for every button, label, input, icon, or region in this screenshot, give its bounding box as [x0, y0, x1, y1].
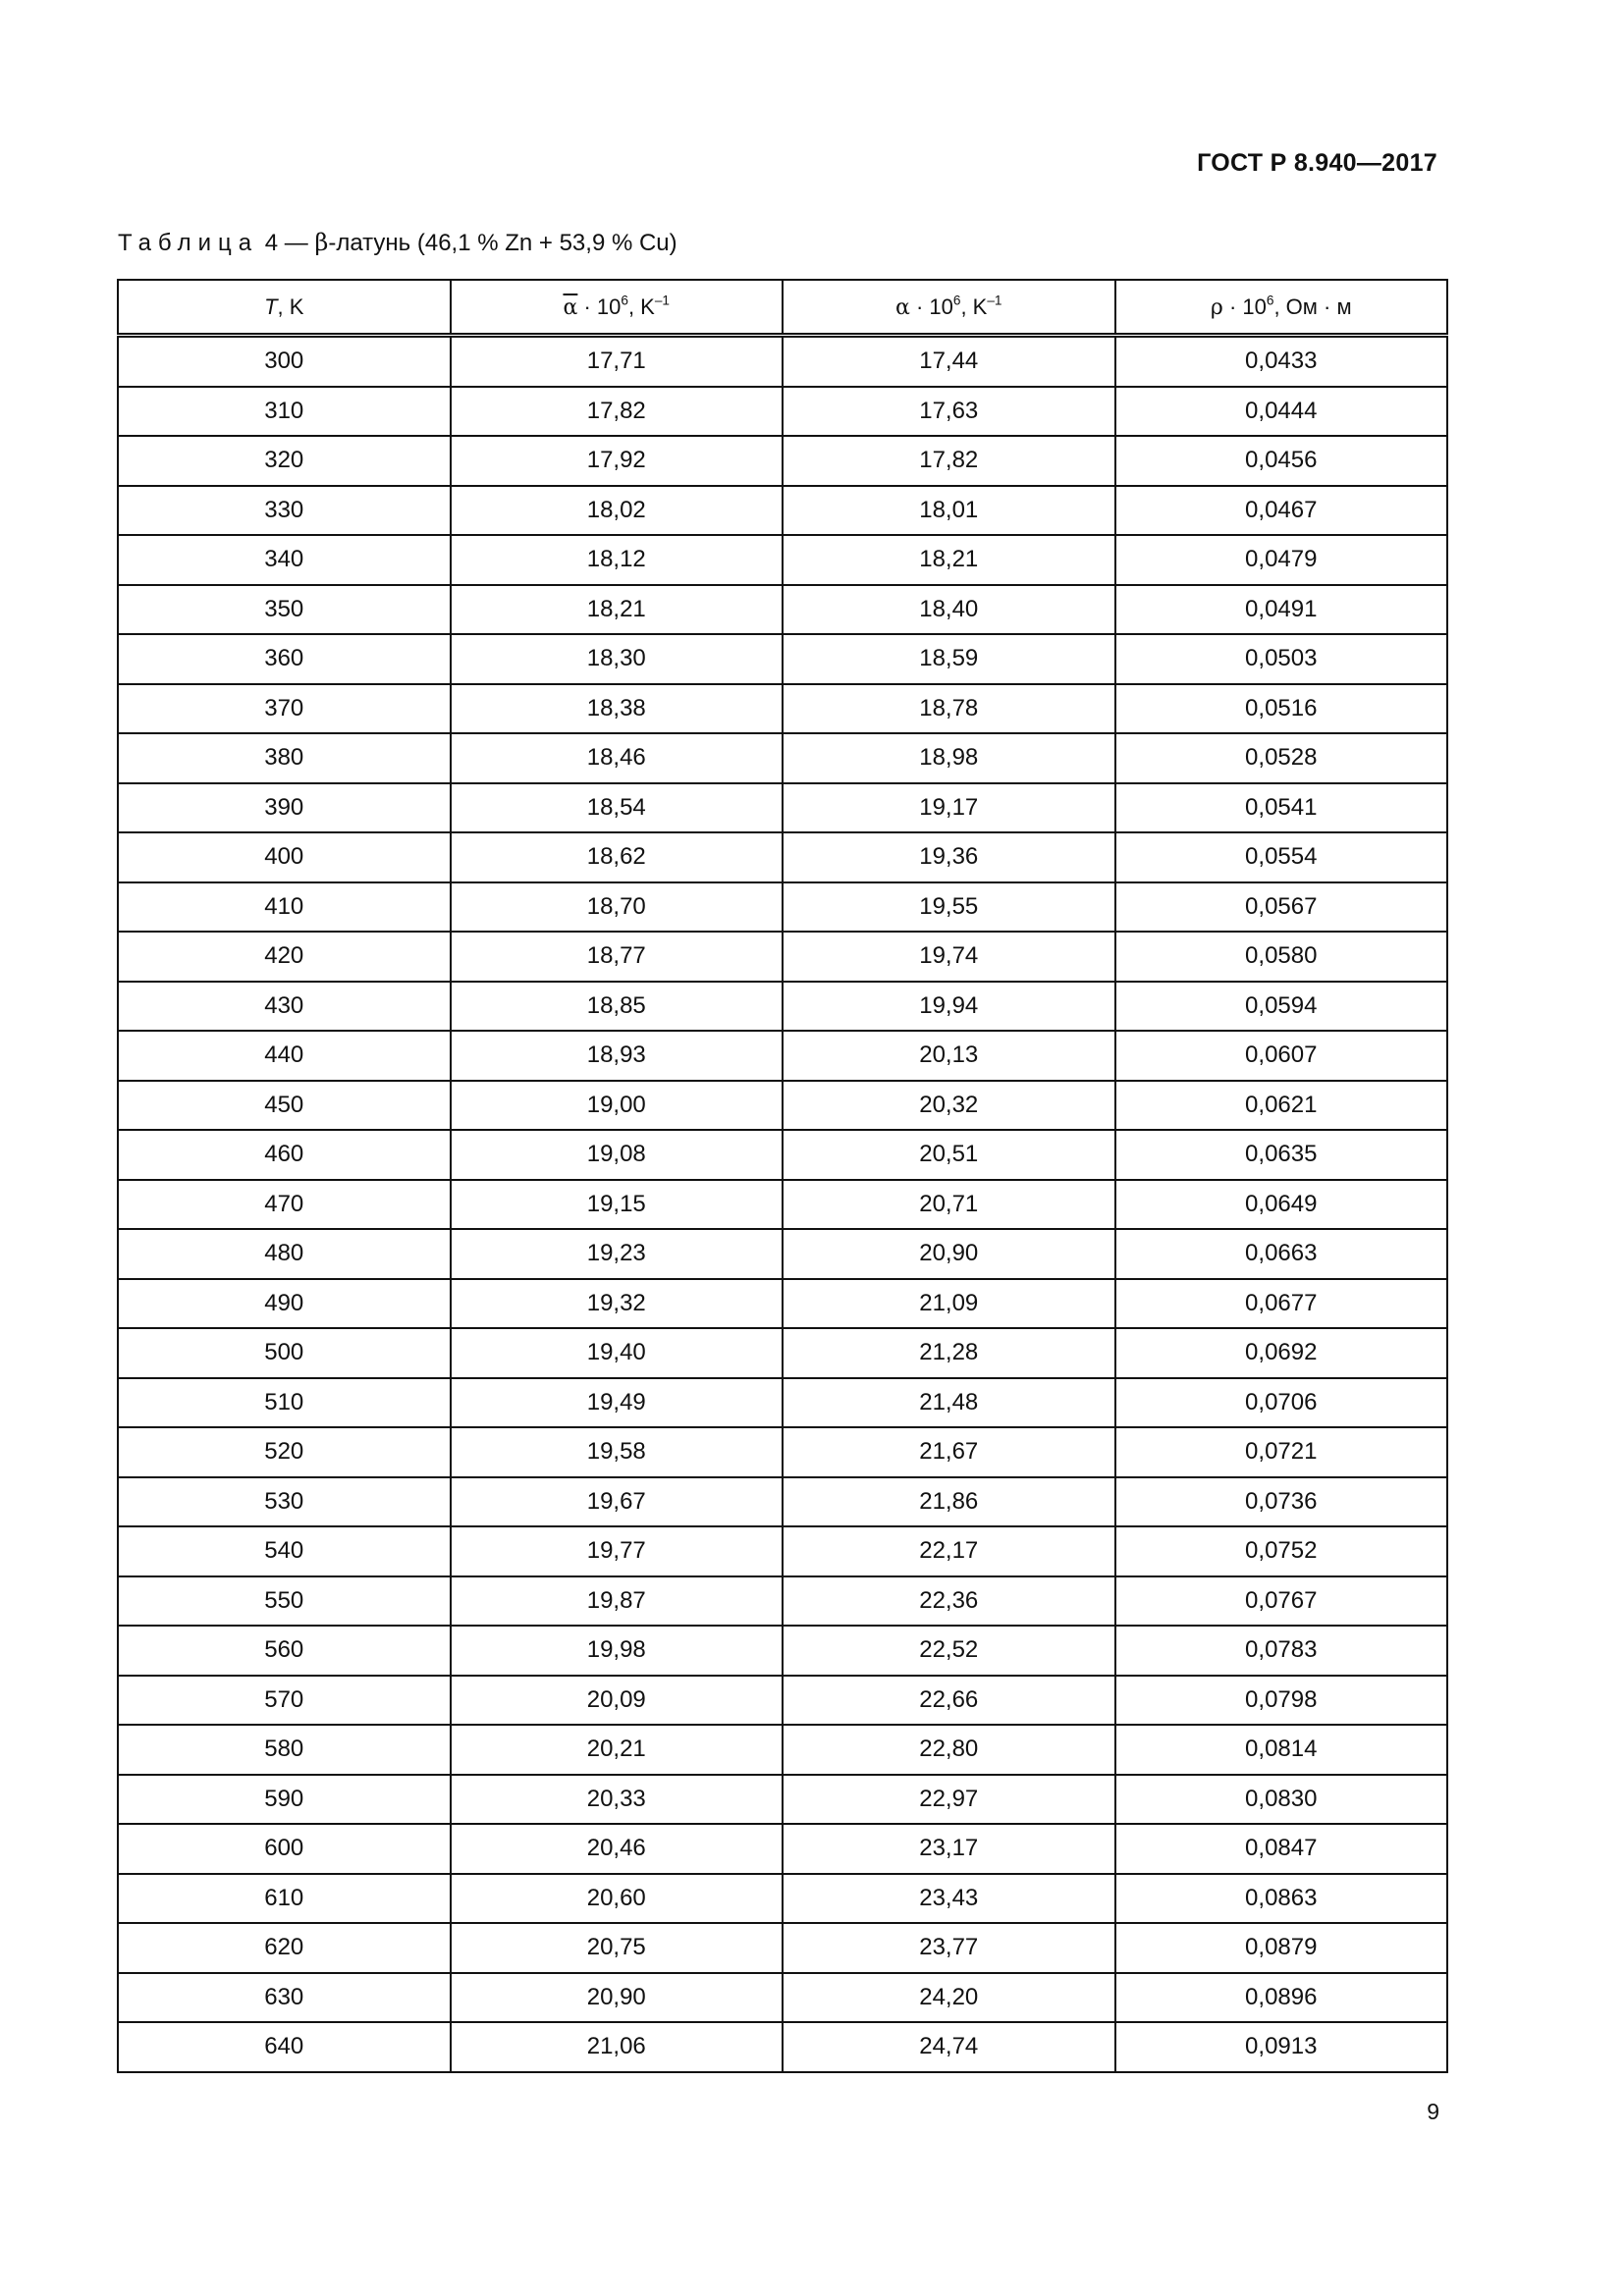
- table-cell: 18,21: [451, 585, 784, 635]
- table-cell: 20,71: [783, 1180, 1115, 1230]
- table-row: [118, 1973, 1447, 2023]
- table-cell: 23,17: [783, 1824, 1115, 1874]
- table-cell: 600: [118, 1824, 451, 1874]
- table-cell: 19,00: [451, 1081, 784, 1131]
- table-cell: 17,82: [783, 436, 1115, 486]
- table-cell: 18,46: [451, 733, 784, 783]
- table-cell: 0,0607: [1115, 1031, 1448, 1081]
- header-mean-alpha-factor: · 10: [577, 294, 622, 319]
- header-resistivity-factor: · 10: [1222, 294, 1267, 319]
- table-cell: 580: [118, 1725, 451, 1775]
- table-cell: 17,82: [451, 387, 784, 437]
- table-cell: 620: [118, 1923, 451, 1973]
- table-cell: 0,0621: [1115, 1081, 1448, 1131]
- table-cell: 0,0516: [1115, 684, 1448, 734]
- table-cell: 420: [118, 932, 451, 982]
- table-cell: 19,67: [451, 1477, 784, 1527]
- table-cell: 320: [118, 436, 451, 486]
- table-cell: 19,87: [451, 1576, 784, 1627]
- header-alpha-unit: , K: [960, 294, 988, 319]
- table-cell: 19,49: [451, 1378, 784, 1428]
- header-resistivity-unit: , Ом · м: [1273, 294, 1352, 319]
- table-cell: 0,0692: [1115, 1328, 1448, 1378]
- table-row: [118, 1180, 1447, 1230]
- table-cell: 450: [118, 1081, 451, 1131]
- table-cell: 0,0721: [1115, 1427, 1448, 1477]
- table-cell: 0,0649: [1115, 1180, 1448, 1230]
- table-cell: 20,51: [783, 1130, 1115, 1180]
- table-row: [118, 932, 1447, 982]
- table-row: [118, 832, 1447, 882]
- table-cell: 550: [118, 1576, 451, 1627]
- table-cell: 20,60: [451, 1874, 784, 1924]
- table-cell: 0,0479: [1115, 535, 1448, 585]
- table-cell: 21,06: [451, 2022, 784, 2072]
- table-cell: 21,48: [783, 1378, 1115, 1428]
- table-cell: 0,0433: [1115, 336, 1448, 387]
- table-cell: 19,23: [451, 1229, 784, 1279]
- table-cell: 21,86: [783, 1477, 1115, 1527]
- table-row: [118, 1328, 1447, 1378]
- table-cell: 490: [118, 1279, 451, 1329]
- table-row: [118, 535, 1447, 585]
- table-row: [118, 1031, 1447, 1081]
- header-mean-alpha-symbol: $\overline{\alpha}$: [563, 294, 578, 320]
- table-cell: 510: [118, 1378, 451, 1428]
- table-cell: 23,77: [783, 1923, 1115, 1973]
- table-cell: 18,62: [451, 832, 784, 882]
- header-alpha-symbol: α: [894, 294, 910, 320]
- table-row: [118, 1130, 1447, 1180]
- table-cell: 24,20: [783, 1973, 1115, 2023]
- table-cell: 19,94: [783, 982, 1115, 1032]
- caption-word: Таблица: [118, 230, 259, 256]
- table-cell: 22,17: [783, 1526, 1115, 1576]
- table-cell: 21,67: [783, 1427, 1115, 1477]
- table-cell: 0,0663: [1115, 1229, 1448, 1279]
- table-cell: 360: [118, 634, 451, 684]
- table-cell: 18,93: [451, 1031, 784, 1081]
- table-cell: 390: [118, 783, 451, 833]
- table-cell: 18,30: [451, 634, 784, 684]
- table-cell: 0,0913: [1115, 2022, 1448, 2072]
- header-resistivity-symbol: ρ: [1210, 294, 1223, 320]
- table-cell: 18,38: [451, 684, 784, 734]
- table-row: [118, 1526, 1447, 1576]
- table-cell: 410: [118, 882, 451, 933]
- table-cell: 0,0706: [1115, 1378, 1448, 1428]
- table-cell: 18,70: [451, 882, 784, 933]
- table-row: [118, 1378, 1447, 1428]
- table-cell: 570: [118, 1676, 451, 1726]
- table-cell: 0,0580: [1115, 932, 1448, 982]
- table-body: [118, 336, 1447, 2072]
- header-alpha-factor: · 10: [909, 294, 953, 319]
- table-row: [118, 1576, 1447, 1627]
- table-cell: 22,97: [783, 1775, 1115, 1825]
- table-cell: 0,0635: [1115, 1130, 1448, 1180]
- table-cell: 19,08: [451, 1130, 784, 1180]
- table-cell: 18,01: [783, 486, 1115, 536]
- table-cell: 17,44: [783, 336, 1115, 387]
- table-cell: 350: [118, 585, 451, 635]
- header-temperature-symbol: T: [264, 294, 278, 319]
- table-cell: 530: [118, 1477, 451, 1527]
- table-cell: 18,59: [783, 634, 1115, 684]
- table-cell: 310: [118, 387, 451, 437]
- table-cell: 19,55: [783, 882, 1115, 933]
- table-row: [118, 783, 1447, 833]
- table-cell: 21,28: [783, 1328, 1115, 1378]
- table-cell: 20,33: [451, 1775, 784, 1825]
- header-temperature-unit: , K: [277, 294, 304, 319]
- table-row: [118, 1081, 1447, 1131]
- table-cell: 470: [118, 1180, 451, 1230]
- table-row: [118, 882, 1447, 933]
- header-mean-alpha: [451, 280, 784, 336]
- caption-number: 4 —: [258, 230, 315, 256]
- table-cell: 19,17: [783, 783, 1115, 833]
- table-cell: 520: [118, 1427, 451, 1477]
- table-cell: 19,74: [783, 932, 1115, 982]
- table-cell: 20,32: [783, 1081, 1115, 1131]
- table-cell: 17,63: [783, 387, 1115, 437]
- table-cell: 18,77: [451, 932, 784, 982]
- header-resistivity-exp: 6: [1266, 292, 1274, 307]
- caption-symbol: β: [314, 229, 329, 256]
- table-row: [118, 1626, 1447, 1676]
- header-temperature: [118, 280, 451, 336]
- table-cell: 340: [118, 535, 451, 585]
- table-cell: 0,0528: [1115, 733, 1448, 783]
- table-cell: 22,80: [783, 1725, 1115, 1775]
- header-mean-alpha-unit: , K: [627, 294, 655, 319]
- header-mean-alpha-unit-exp: –1: [654, 292, 671, 307]
- table-cell: 18,12: [451, 535, 784, 585]
- table-cell: 0,0736: [1115, 1477, 1448, 1527]
- table-cell: 17,71: [451, 336, 784, 387]
- table-cell: 19,36: [783, 832, 1115, 882]
- table-cell: 0,0798: [1115, 1676, 1448, 1726]
- table-cell: 610: [118, 1874, 451, 1924]
- table-cell: 21,09: [783, 1279, 1115, 1329]
- table-cell: 22,36: [783, 1576, 1115, 1627]
- table-cell: 19,40: [451, 1328, 784, 1378]
- table-cell: 22,52: [783, 1626, 1115, 1676]
- table-cell: 430: [118, 982, 451, 1032]
- header-mean-alpha-exp: 6: [621, 292, 628, 307]
- table-cell: 18,85: [451, 982, 784, 1032]
- table-cell: 0,0491: [1115, 585, 1448, 635]
- table-row: [118, 585, 1447, 635]
- table-row: [118, 1775, 1447, 1825]
- table-cell: 560: [118, 1626, 451, 1676]
- table-cell: 20,21: [451, 1725, 784, 1775]
- table-cell: 380: [118, 733, 451, 783]
- table-cell: 24,74: [783, 2022, 1115, 2072]
- table-row: [118, 2022, 1447, 2072]
- table-cell: 19,58: [451, 1427, 784, 1477]
- table-cell: 0,0503: [1115, 634, 1448, 684]
- table-cell: 18,21: [783, 535, 1115, 585]
- table-cell: 0,0896: [1115, 1973, 1448, 2023]
- table-cell: 440: [118, 1031, 451, 1081]
- table-cell: 0,0554: [1115, 832, 1448, 882]
- table-cell: 330: [118, 486, 451, 536]
- table-cell: 0,0814: [1115, 1725, 1448, 1775]
- table-cell: 20,90: [783, 1229, 1115, 1279]
- table-row: [118, 1923, 1447, 1973]
- table-row: [118, 1279, 1447, 1329]
- table-cell: 300: [118, 336, 451, 387]
- table-cell: 18,54: [451, 783, 784, 833]
- table-row: [118, 1229, 1447, 1279]
- table-cell: 0,0541: [1115, 783, 1448, 833]
- header-alpha: [783, 280, 1115, 336]
- table-cell: 0,0783: [1115, 1626, 1448, 1676]
- table-cell: 480: [118, 1229, 451, 1279]
- table-row: [118, 1725, 1447, 1775]
- table-row: [118, 982, 1447, 1032]
- table-cell: 19,98: [451, 1626, 784, 1676]
- table-row: [118, 486, 1447, 536]
- table-row: [118, 634, 1447, 684]
- table-cell: 19,15: [451, 1180, 784, 1230]
- table-caption: [118, 229, 677, 257]
- table-cell: 0,0677: [1115, 1279, 1448, 1329]
- table-cell: 20,13: [783, 1031, 1115, 1081]
- table-cell: 0,0456: [1115, 436, 1448, 486]
- table-cell: 0,0847: [1115, 1824, 1448, 1874]
- table-cell: 640: [118, 2022, 451, 2072]
- caption-text: -латунь (46,1 % Zn + 53,9 % Cu): [328, 230, 677, 256]
- table-cell: 0,0830: [1115, 1775, 1448, 1825]
- table-cell: 590: [118, 1775, 451, 1825]
- table-cell: 20,75: [451, 1923, 784, 1973]
- table-cell: 0,0594: [1115, 982, 1448, 1032]
- table-cell: 18,40: [783, 585, 1115, 635]
- table-row: [118, 436, 1447, 486]
- table-row: [118, 1676, 1447, 1726]
- table-cell: 18,02: [451, 486, 784, 536]
- table-cell: 0,0863: [1115, 1874, 1448, 1924]
- table-row: [118, 387, 1447, 437]
- table-cell: 19,32: [451, 1279, 784, 1329]
- table-cell: 0,0879: [1115, 1923, 1448, 1973]
- table-cell: 18,98: [783, 733, 1115, 783]
- table-cell: 20,90: [451, 1973, 784, 2023]
- header-alpha-exp: 6: [952, 292, 961, 307]
- table-cell: 500: [118, 1328, 451, 1378]
- table-cell: 22,66: [783, 1676, 1115, 1726]
- table-row: [118, 1824, 1447, 1874]
- data-table: [117, 279, 1448, 2073]
- header-alpha-unit-exp: –1: [987, 292, 1002, 307]
- table-cell: 0,0467: [1115, 486, 1448, 536]
- table-row: [118, 684, 1447, 734]
- table-row: [118, 1427, 1447, 1477]
- table-cell: 0,0567: [1115, 882, 1448, 933]
- table-cell: 540: [118, 1526, 451, 1576]
- table-cell: 20,09: [451, 1676, 784, 1726]
- table-cell: 0,0767: [1115, 1576, 1448, 1627]
- table-cell: 23,43: [783, 1874, 1115, 1924]
- table-cell: 370: [118, 684, 451, 734]
- table-cell: 17,92: [451, 436, 784, 486]
- table-cell: 20,46: [451, 1824, 784, 1874]
- table-cell: 0,0444: [1115, 387, 1448, 437]
- table-cell: 460: [118, 1130, 451, 1180]
- page-number: 9: [1427, 2099, 1439, 2124]
- table-cell: 400: [118, 832, 451, 882]
- table-cell: 630: [118, 1973, 451, 2023]
- header-resistivity: [1115, 280, 1448, 336]
- header-row: [118, 280, 1447, 336]
- table-row: [118, 733, 1447, 783]
- table-row: [118, 1874, 1447, 1924]
- table-cell: 18,78: [783, 684, 1115, 734]
- table-cell: 0,0752: [1115, 1526, 1448, 1576]
- table-row: [118, 336, 1447, 387]
- table-row: [118, 1477, 1447, 1527]
- table-cell: 19,77: [451, 1526, 784, 1576]
- document-id: ГОСТ Р 8.940—2017: [1197, 149, 1437, 177]
